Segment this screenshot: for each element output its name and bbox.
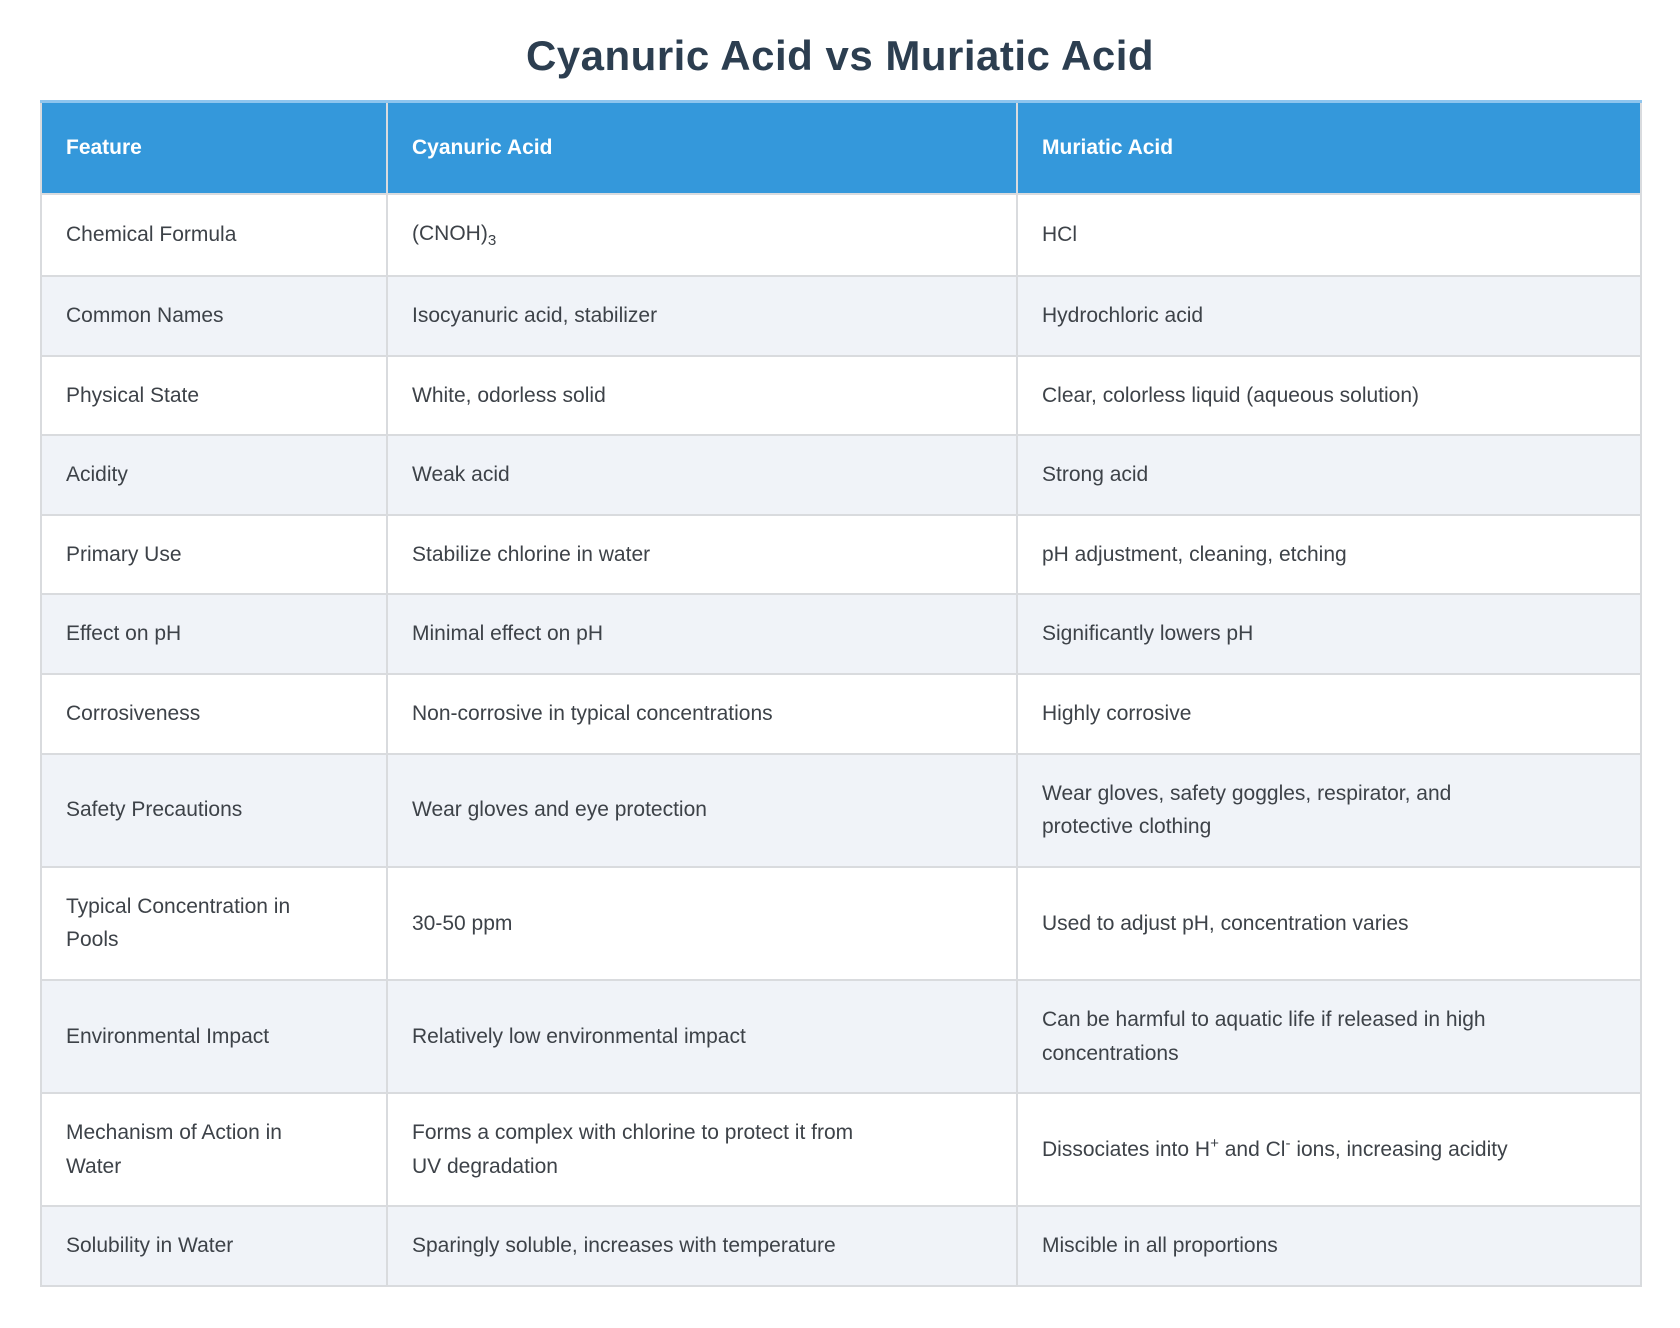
cell-muriatic: Clear, colorless liquid (aqueous solution) bbox=[1017, 356, 1641, 436]
table-row bbox=[41, 356, 1641, 436]
table-row bbox=[41, 674, 1641, 754]
cell-feature: Typical Concentration in Pools bbox=[41, 867, 387, 980]
table-row bbox=[41, 435, 1641, 515]
cell-cyanuric: White, odorless solid bbox=[387, 356, 1017, 436]
cell-feature: Environmental Impact bbox=[41, 980, 387, 1093]
header-muriatic-acid: Muriatic Acid bbox=[1017, 102, 1641, 194]
page-title: Cyanuric Acid vs Muriatic Acid bbox=[525, 32, 1155, 79]
cell-feature: Chemical Formula bbox=[41, 194, 387, 276]
cell-muriatic: Dissociates into H+ and Cl- ions, increasing acidity bbox=[1017, 1093, 1641, 1206]
cell-cyanuric: Relatively low environmental impact bbox=[387, 980, 1017, 1093]
header-row bbox=[41, 102, 1641, 194]
cell-feature: Corrosiveness bbox=[41, 674, 387, 754]
table-row bbox=[41, 594, 1641, 674]
cell-cyanuric: Forms a complex with chlorine to protect it from UV degradation bbox=[387, 1093, 1017, 1206]
table-body bbox=[41, 194, 1641, 1286]
cell-cyanuric: $(CNOH)_3$ bbox=[387, 194, 1017, 276]
header-cyanuric-acid: Cyanuric Acid bbox=[387, 102, 1017, 194]
table-row bbox=[41, 1093, 1641, 1206]
table-row bbox=[41, 1206, 1641, 1286]
table-row bbox=[41, 980, 1641, 1093]
cell-feature: Acidity bbox=[41, 435, 387, 515]
cell-muriatic: Highly corrosive bbox=[1017, 674, 1641, 754]
cell-cyanuric: Stabilize chlorine in water bbox=[387, 515, 1017, 595]
cell-muriatic: Wear gloves, safety goggles, respirator, and protective clothing bbox=[1017, 754, 1641, 867]
cell-muriatic: Can be harmful to aquatic life if released in high concentrations bbox=[1017, 980, 1641, 1093]
cell-cyanuric: Non-corrosive in typical concentrations bbox=[387, 674, 1017, 754]
cell-muriatic: Used to adjust pH, concentration varies bbox=[1017, 867, 1641, 980]
cell-feature: Safety Precautions bbox=[41, 754, 387, 867]
table-row bbox=[41, 867, 1641, 980]
cell-muriatic: Significantly lowers pH bbox=[1017, 594, 1641, 674]
cell-cyanuric: Weak acid bbox=[387, 435, 1017, 515]
comparison-table bbox=[40, 100, 1642, 1287]
cell-muriatic: HCl bbox=[1017, 194, 1641, 276]
table-row bbox=[41, 194, 1641, 276]
cell-feature: Effect on pH bbox=[41, 594, 387, 674]
cell-feature: Common Names bbox=[41, 276, 387, 356]
table-header bbox=[41, 102, 1641, 194]
table-row bbox=[41, 276, 1641, 356]
cell-feature: Physical State bbox=[41, 356, 387, 436]
table-row bbox=[41, 515, 1641, 595]
cell-cyanuric: Minimal effect on pH bbox=[387, 594, 1017, 674]
cell-muriatic: Strong acid bbox=[1017, 435, 1641, 515]
header-feature: Feature bbox=[41, 102, 387, 194]
cell-cyanuric: Wear gloves and eye protection bbox=[387, 754, 1017, 867]
cell-cyanuric: Sparingly soluble, increases with temperature bbox=[387, 1206, 1017, 1286]
cell-feature: Primary Use bbox=[41, 515, 387, 595]
cell-feature: Solubility in Water bbox=[41, 1206, 387, 1286]
cell-muriatic: Miscible in all proportions bbox=[1017, 1206, 1641, 1286]
cell-muriatic: Hydrochloric acid bbox=[1017, 276, 1641, 356]
table-row bbox=[41, 754, 1641, 867]
cell-muriatic: pH adjustment, cleaning, etching bbox=[1017, 515, 1641, 595]
cell-cyanuric: Isocyanuric acid, stabilizer bbox=[387, 276, 1017, 356]
cell-cyanuric: 30-50 ppm bbox=[387, 867, 1017, 980]
cell-feature: Mechanism of Action in Water bbox=[41, 1093, 387, 1206]
